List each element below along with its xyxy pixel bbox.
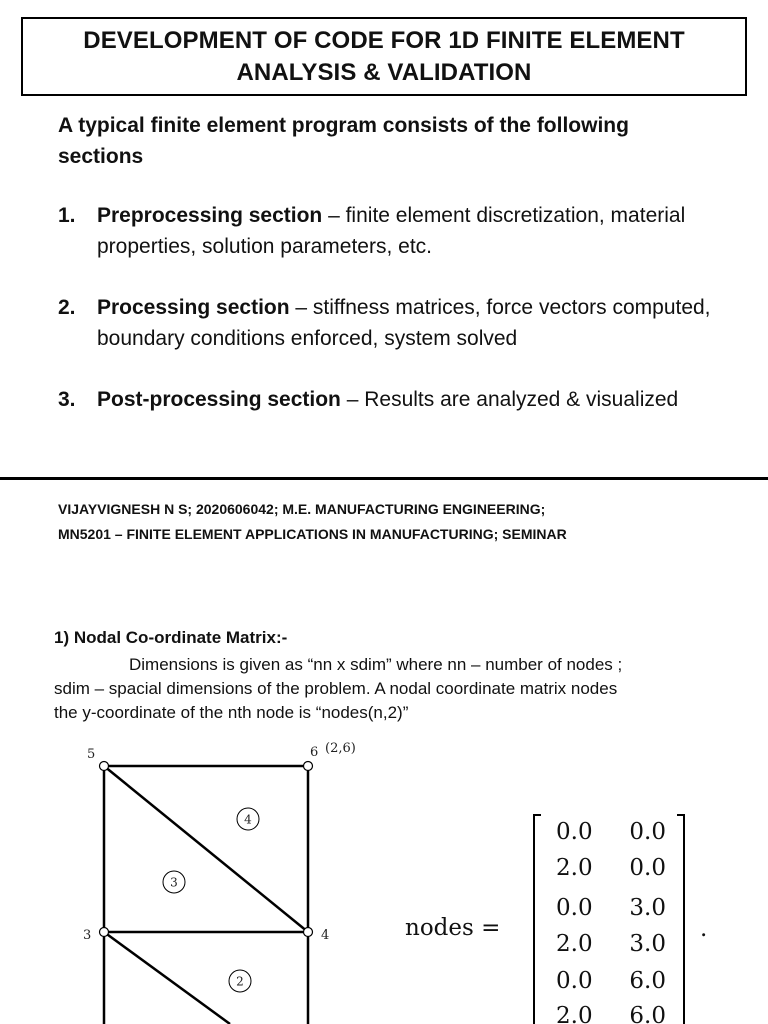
node-6-marker (304, 762, 313, 771)
footer-line-2: MN5201 – FINITE ELEMENT APPLICATIONS IN MANUFACTURING; SEMINAR (58, 526, 567, 542)
intro-text: A typical finite element program consists of the following sections (58, 114, 629, 168)
list-item (58, 200, 738, 262)
matrix-cell: 6.0 (629, 1003, 666, 1024)
mesh-figure (70, 736, 380, 1024)
para-line-3: the y-coordinate of the nth node is “nodes(n,2)” (54, 703, 409, 722)
matrix-right-bracket (677, 814, 685, 1024)
matrix-row (556, 820, 666, 844)
matrix-row (556, 932, 666, 956)
element-label-3: 3 (170, 875, 178, 890)
mesh-diagonal-upper (104, 766, 308, 932)
element-label-4: 4 (244, 812, 252, 827)
matrix-cell: 2.0 (556, 1003, 593, 1024)
list-item (58, 292, 738, 354)
node-3-marker (100, 928, 109, 937)
slide-panel (0, 0, 768, 478)
node-6-coordinate: (2,6) (325, 741, 356, 756)
matrix-cell: 0.0 (556, 819, 593, 845)
matrix-row (556, 896, 666, 920)
section-heading: 1) Nodal Co-ordinate Matrix:- (54, 628, 288, 647)
matrix-terminator: . (700, 916, 708, 942)
matrix-cell: 3.0 (629, 931, 666, 957)
matrix-cell: 0.0 (556, 895, 593, 921)
section-paragraph (54, 653, 754, 725)
node-label-5: 5 (87, 747, 96, 762)
para-line-2: sdim – spacial dimensions of the problem. A nodal coordinate matrix nodes (54, 679, 618, 698)
para-line-1: Dimensions is given as “nn x sdim” where nn – number of nodes ; (129, 655, 623, 674)
matrix-left-bracket (533, 814, 541, 1024)
matrix-cell: 6.0 (629, 968, 666, 994)
matrix-cell: 2.0 (556, 931, 593, 957)
node-4-marker (304, 928, 313, 937)
page-divider (0, 477, 768, 480)
item-number: 1. (58, 204, 76, 227)
matrix-variable: nodes = (405, 915, 501, 941)
nodes-matrix (400, 808, 730, 1024)
title-line-2: ANALYSIS & VALIDATION (236, 58, 532, 86)
node-label-6: 6 (310, 745, 319, 760)
item-text: – stiffness matrices, force vectors computed, boundary conditions enforced, system solved (97, 296, 711, 350)
matrix-row (556, 969, 666, 993)
matrix-cell: 0.0 (629, 855, 666, 881)
item-number: 2. (58, 296, 76, 319)
matrix-cell: 3.0 (629, 895, 666, 921)
author-footer (58, 497, 758, 547)
slide-title (21, 17, 747, 96)
item-heading: Preprocessing section (97, 204, 323, 227)
item-text: – Results are analyzed & visualized (340, 388, 679, 411)
matrix-row (556, 856, 666, 880)
matrix-cell: 0.0 (629, 819, 666, 845)
matrix-cell: 2.0 (556, 855, 593, 881)
matrix-cell: 0.0 (556, 968, 593, 994)
matrix-row (556, 1004, 666, 1024)
item-heading: Processing section (97, 296, 290, 319)
node-5-marker (100, 762, 109, 771)
list-item (58, 384, 738, 415)
node-label-3: 3 (83, 928, 92, 943)
item-text: – finite element discretization, material properties, solution parameters, etc. (97, 204, 686, 258)
element-label-2: 2 (236, 974, 244, 989)
item-number: 3. (58, 388, 76, 411)
footer-line-1: VIJAYVIGNESH N S; 2020606042; M.E. MANUFACTURING ENGINEERING; (58, 501, 546, 517)
node-label-4: 4 (321, 928, 330, 943)
mesh-diagonal-lower (104, 932, 230, 1024)
item-heading: Post-processing section (97, 388, 341, 411)
title-line-1: DEVELOPMENT OF CODE FOR 1D FINITE ELEMENT (83, 26, 685, 54)
